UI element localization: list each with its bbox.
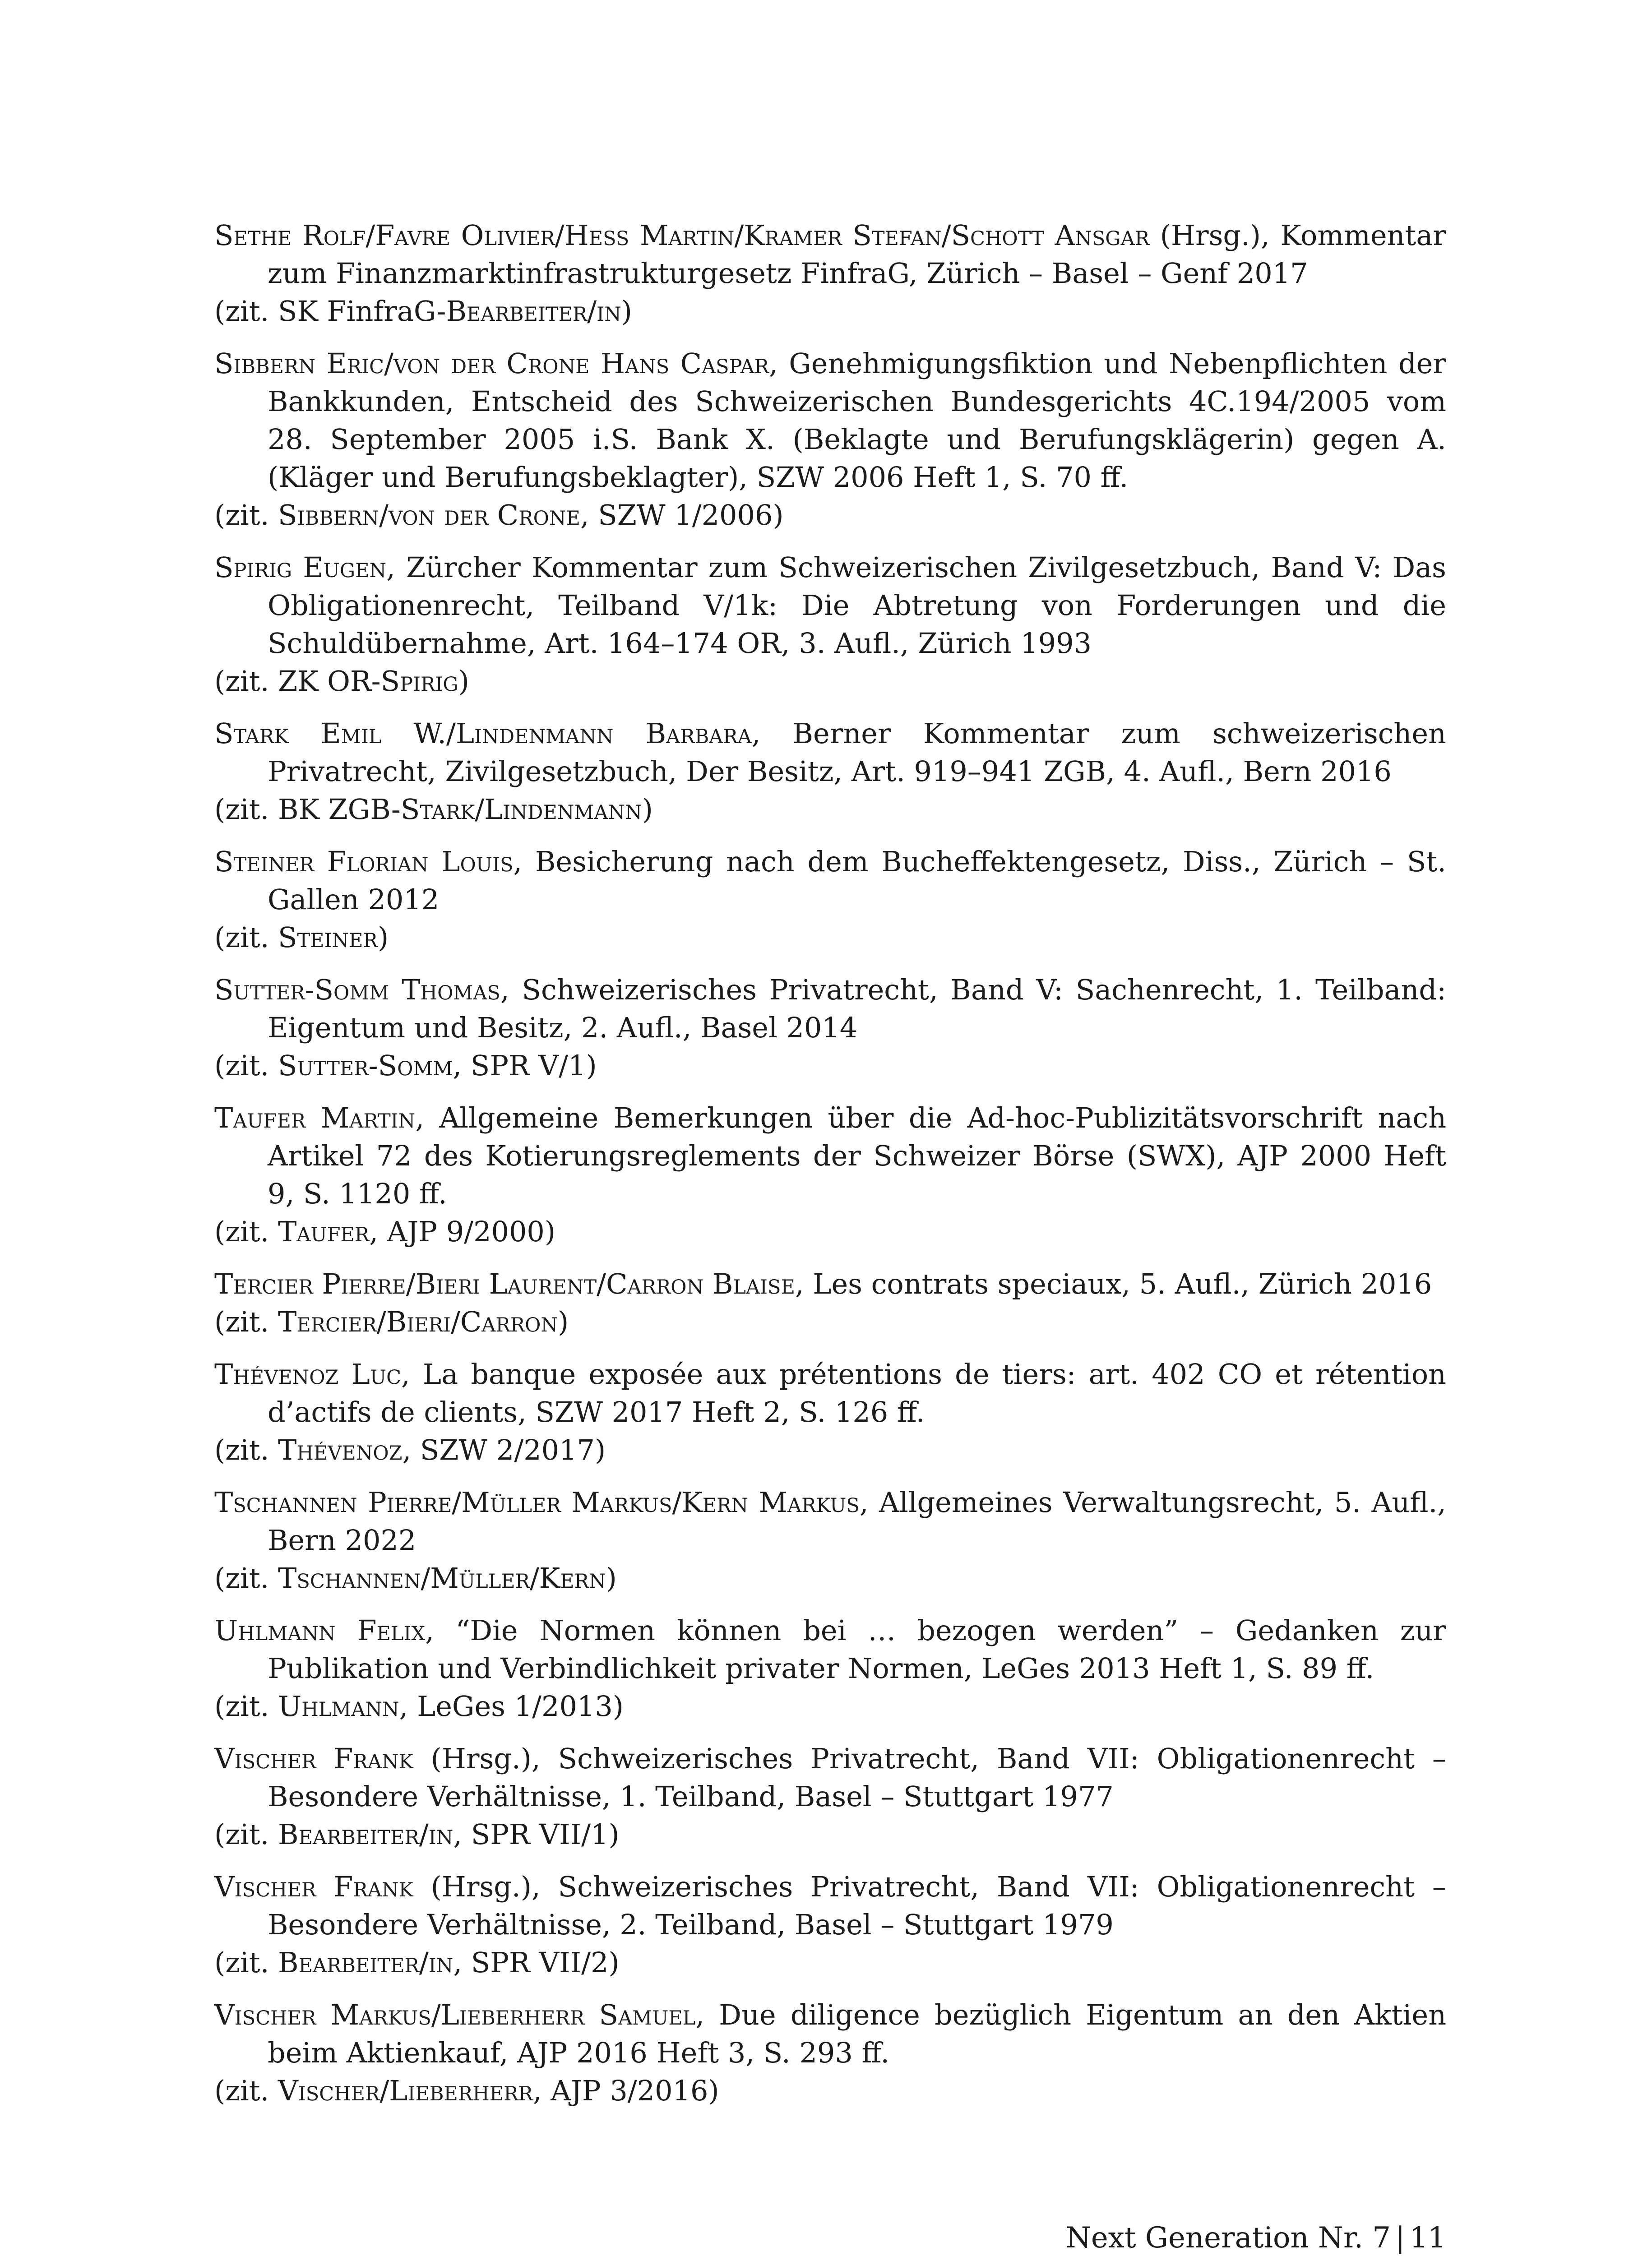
page-number: 11 bbox=[1409, 2221, 1446, 2255]
bibliography-entry bbox=[214, 1099, 1446, 1251]
entry-author: Vischer Frank bbox=[214, 1870, 413, 1903]
citation-name: Bearbeiter/in bbox=[446, 295, 621, 328]
entry-text: , “Die Normen können bei … bezogen werden” – Gedanken zur Publikation und Verbindlichkeit privater Normen, LeGes 2013 Heft 1, S. 89 ff. bbox=[268, 1614, 1446, 1685]
entry-citation bbox=[214, 1816, 1446, 1854]
bibliography-entry bbox=[214, 971, 1446, 1085]
citation-suffix: ) bbox=[377, 921, 389, 954]
bibliography-entry bbox=[214, 715, 1446, 828]
citation-prefix: (zit. bbox=[214, 1215, 278, 1248]
entry-citation bbox=[214, 791, 1446, 828]
citation-name: Tschannen/Müller/Kern bbox=[278, 1562, 606, 1595]
entry-author: Sethe Rolf/Favre Olivier/Hess Martin/Kramer Stefan/Schott Ansgar bbox=[214, 219, 1150, 252]
citation-suffix: , LeGes 1/2013) bbox=[399, 1690, 624, 1723]
footer-publication: Next Generation Nr. 7 bbox=[1065, 2221, 1391, 2255]
entry-author: Spirig Eugen bbox=[214, 551, 387, 584]
citation-name: Bearbeiter/in bbox=[278, 1818, 453, 1851]
footer-separator: | bbox=[1395, 2221, 1405, 2255]
bibliography-entry bbox=[214, 1484, 1446, 1597]
entry-text: , Besicherung nach dem Bucheffektengesetz, Diss., Zürich – St. Gallen 2012 bbox=[268, 845, 1446, 916]
entry-author: Tercier Pierre/Bieri Laurent/Carron Blaise bbox=[214, 1267, 795, 1300]
citation-suffix: , SPR V/1) bbox=[453, 1049, 597, 1082]
entry-text: , Allgemeines Verwaltungsrecht, 5. Aufl., Bern 2022 bbox=[268, 1486, 1446, 1557]
bibliography-entry bbox=[214, 843, 1446, 957]
bibliography-list bbox=[214, 217, 1446, 2124]
entry-author: Taufer Martin bbox=[214, 1101, 416, 1134]
citation-suffix: , SZW 2/2017) bbox=[402, 1433, 606, 1466]
citation-suffix: ) bbox=[621, 295, 632, 328]
entry-citation bbox=[214, 1303, 1446, 1341]
citation-suffix: , AJP 9/2000) bbox=[369, 1215, 556, 1248]
entry-citation bbox=[214, 1047, 1446, 1085]
citation-name: Tercier/Bieri/Carron bbox=[278, 1305, 558, 1338]
bibliography-entry bbox=[214, 217, 1446, 330]
citation-name: Sibbern/von der Crone bbox=[278, 499, 580, 532]
entry-citation bbox=[214, 1559, 1446, 1597]
citation-suffix: , SPR VII/2) bbox=[453, 1946, 620, 1979]
citation-suffix: ) bbox=[557, 1305, 569, 1338]
citation-prefix: (zit. bbox=[214, 1818, 278, 1851]
entry-citation bbox=[214, 496, 1446, 534]
citation-name: Sutter-Somm bbox=[278, 1049, 453, 1082]
citation-prefix: (zit. bbox=[214, 1562, 278, 1595]
entry-citation bbox=[214, 292, 1446, 330]
entry-citation bbox=[214, 1687, 1446, 1725]
citation-prefix: (zit. bbox=[214, 1049, 278, 1082]
entry-citation bbox=[214, 1431, 1446, 1469]
bibliography-entry bbox=[214, 1265, 1446, 1341]
entry-author: Sutter-Somm Thomas bbox=[214, 973, 500, 1006]
entry-citation bbox=[214, 919, 1446, 957]
entry-author: Thévenoz Luc bbox=[214, 1358, 401, 1391]
bibliography-entry bbox=[214, 549, 1446, 700]
citation-prefix: (zit. bbox=[214, 1305, 278, 1338]
citation-name: Thévenoz bbox=[278, 1433, 403, 1466]
bibliography-entry bbox=[214, 1612, 1446, 1725]
citation-prefix: (zit. bbox=[214, 2074, 278, 2107]
entry-text: (Hrsg.), Schweizerisches Privatrecht, Band VII: Obligationenrecht – Besondere Verhältnisse, 2. Teilband, Basel – Stuttgart 1979 bbox=[268, 1870, 1446, 1941]
entry-text: , Schweizerisches Privatrecht, Band V: Sachenrecht, 1. Teilband: Eigentum und Besitz, 2. Aufl., Basel 2014 bbox=[268, 973, 1446, 1044]
entry-text: (Hrsg.), Kommentar zum Finanzmarktinfrastrukturgesetz FinfraG, Zürich – Basel – Genf 2017 bbox=[268, 219, 1447, 290]
citation-name: Stark/Lindenmann bbox=[400, 793, 642, 826]
entry-text: , Berner Kommentar zum schweizerischen Privatrecht, Zivilgesetzbuch, Der Besitz, Art. 919–941 ZGB, 4. Aufl., Bern 2016 bbox=[268, 717, 1446, 788]
entry-text: , Due diligence bezüglich Eigentum an den Aktien beim Aktienkauf, AJP 2016 Heft 3, S. 293 ff. bbox=[268, 1998, 1446, 2069]
entry-author: Stark Emil W./Lindenmann Barbara bbox=[214, 717, 752, 750]
entry-text: , Zürcher Kommentar zum Schweizerischen Zivilgesetzbuch, Band V: Das Obligationenrecht, Teilband V/1k: Die Abtretung von Forderungen und die Schuldübernahme, Art. 164–174 OR, 3. Aufl., Zürich 1993 bbox=[268, 551, 1446, 660]
bibliography-entry bbox=[214, 1996, 1446, 2110]
citation-prefix: (zit. bbox=[214, 1690, 278, 1723]
entry-author: Steiner Florian Louis bbox=[214, 845, 514, 878]
bibliography-entry bbox=[214, 1740, 1446, 1854]
citation-prefix: (zit. BK ZGB- bbox=[214, 793, 401, 826]
citation-suffix: , SPR VII/1) bbox=[453, 1818, 620, 1851]
bibliography-entry bbox=[214, 345, 1446, 534]
citation-suffix: ) bbox=[458, 665, 469, 698]
citation-prefix: (zit. SK FinfraG- bbox=[214, 295, 446, 328]
citation-name: Vischer/Lieberherr bbox=[278, 2074, 533, 2107]
citation-suffix: ) bbox=[642, 793, 653, 826]
entry-citation bbox=[214, 2072, 1446, 2110]
citation-suffix: ) bbox=[606, 1562, 617, 1595]
entry-citation bbox=[214, 662, 1446, 700]
page-footer bbox=[1066, 2219, 1446, 2256]
entry-citation bbox=[214, 1944, 1446, 1982]
entry-text: , Les contrats speciaux, 5. Aufl., Zürich 2016 bbox=[795, 1267, 1432, 1300]
citation-prefix: (zit. ZK OR- bbox=[214, 665, 381, 698]
citation-name: Uhlmann bbox=[278, 1690, 399, 1723]
citation-name: Steiner bbox=[278, 921, 378, 954]
citation-suffix: , SZW 1/2006) bbox=[580, 499, 784, 532]
citation-name: Taufer bbox=[278, 1215, 370, 1248]
entry-text: , La banque exposée aux prétentions de tiers: art. 402 CO et rétention d’actifs de clients, SZW 2017 Heft 2, S. 126 ff. bbox=[268, 1358, 1446, 1428]
entry-text: (Hrsg.), Schweizerisches Privatrecht, Band VII: Obligationenrecht – Besondere Verhältnisse, 1. Teilband, Basel – Stuttgart 1977 bbox=[268, 1742, 1446, 1813]
citation-name: Spirig bbox=[380, 665, 458, 698]
entry-author: Uhlmann Felix bbox=[214, 1614, 426, 1647]
entry-text: , Genehmigungsfiktion und Nebenpflichten der Bankkunden, Entscheid des Schweizerischen Bundesgerichts 4C.194/2005 vom 28. September 2005 i.S. Bank X. (Beklagte und Berufungsklägerin) gegen A. (Kläger und Berufungsbeklagter), SZW 2006 Heft 1, S. 70 ff. bbox=[268, 347, 1446, 494]
citation-suffix: , AJP 3/2016) bbox=[532, 2074, 719, 2107]
entry-citation bbox=[214, 1213, 1446, 1251]
citation-prefix: (zit. bbox=[214, 1946, 278, 1979]
citation-prefix: (zit. bbox=[214, 499, 278, 532]
bibliography-entry bbox=[214, 1868, 1446, 1982]
entry-author: Vischer Markus/Lieberherr Samuel bbox=[214, 1998, 696, 2031]
entry-text: , Allgemeine Bemerkungen über die Ad-hoc-Publizitätsvorschrift nach Artikel 72 des Kotierungsreglements der Schweizer Börse (SWX), AJP 2000 Heft 9, S. 1120 ff. bbox=[268, 1101, 1447, 1210]
entry-author: Vischer Frank bbox=[214, 1742, 413, 1775]
citation-prefix: (zit. bbox=[214, 1433, 278, 1466]
entry-author: Tschannen Pierre/Müller Markus/Kern Markus bbox=[214, 1486, 860, 1519]
citation-prefix: (zit. bbox=[214, 921, 278, 954]
entry-author: Sibbern Eric/von der Crone Hans Caspar bbox=[214, 347, 769, 380]
citation-name: Bearbeiter/in bbox=[278, 1946, 453, 1979]
bibliography-entry bbox=[214, 1355, 1446, 1469]
